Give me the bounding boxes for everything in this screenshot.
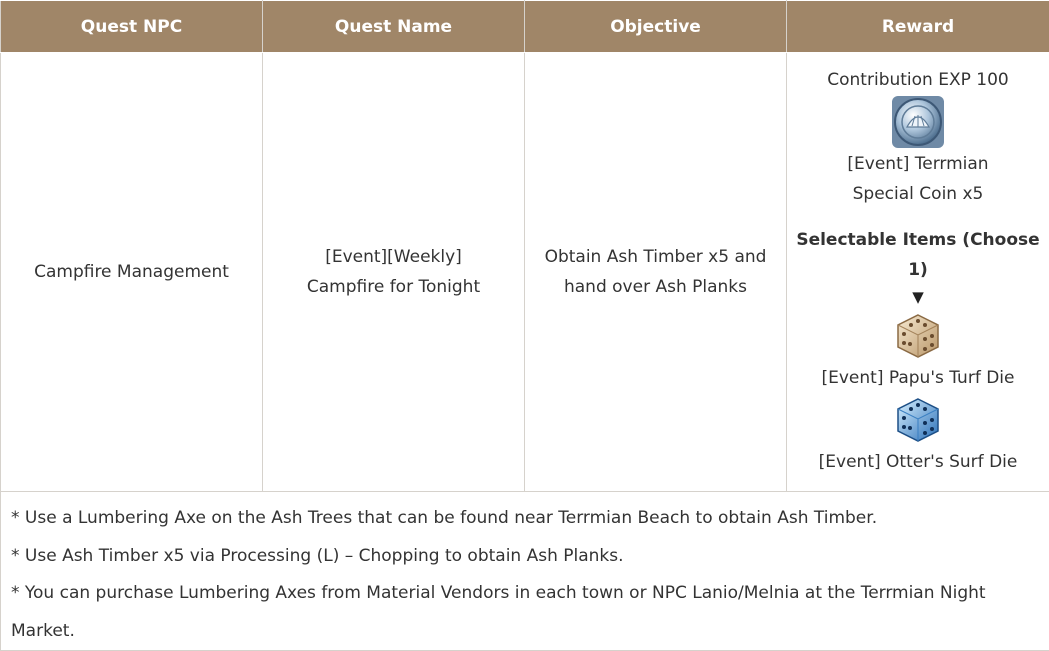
cell-objective (525, 53, 787, 492)
objective-text: Obtain Ash Timber x5 and hand over Ash Planks (545, 247, 767, 297)
header-objective: Objective (525, 1, 787, 53)
note-processing: * Use Ash Timber x5 via Processing (L) – Chopping to obtain Ash Planks. (11, 538, 1039, 576)
coin-label: [Event] Terrmian Special Coin x5 (787, 149, 1049, 209)
arrow-down-icon: ▼ (787, 285, 1049, 309)
cell-quest-name (263, 53, 525, 492)
quest-npc-text: Campfire Management (34, 262, 229, 282)
papu-die-label: [Event] Papu's Turf Die (787, 363, 1049, 393)
notes-row (1, 492, 1049, 651)
selectable-items-title: Selectable Items (Choose 1) (787, 225, 1049, 285)
header-reward: Reward (787, 1, 1049, 53)
blue-die-icon (787, 393, 1049, 447)
header-quest-npc: Quest NPC (1, 1, 263, 53)
cell-quest-npc (1, 53, 263, 492)
quest-name-text: [Event][Weekly] Campfire for Tonight (307, 247, 480, 297)
header-quest-name: Quest Name (263, 1, 525, 53)
contribution-exp: Contribution EXP 100 (787, 65, 1049, 95)
header-row (1, 1, 1049, 53)
otter-die-label: [Event] Otter's Surf Die (787, 447, 1049, 477)
table-row (1, 53, 1049, 492)
notes-cell (1, 492, 1049, 651)
note-lumbering-axe: * Use a Lumbering Axe on the Ash Trees that can be found near Terrmian Beach to obtain Ash Timber. (11, 500, 1039, 538)
cell-reward (787, 53, 1049, 492)
beige-die-icon (787, 309, 1049, 363)
coin-icon (787, 95, 1049, 149)
note-purchase: * You can purchase Lumbering Axes from Material Vendors in each town or NPC Lanio/Melnia at the Terrmian Night Market. (11, 575, 1039, 650)
